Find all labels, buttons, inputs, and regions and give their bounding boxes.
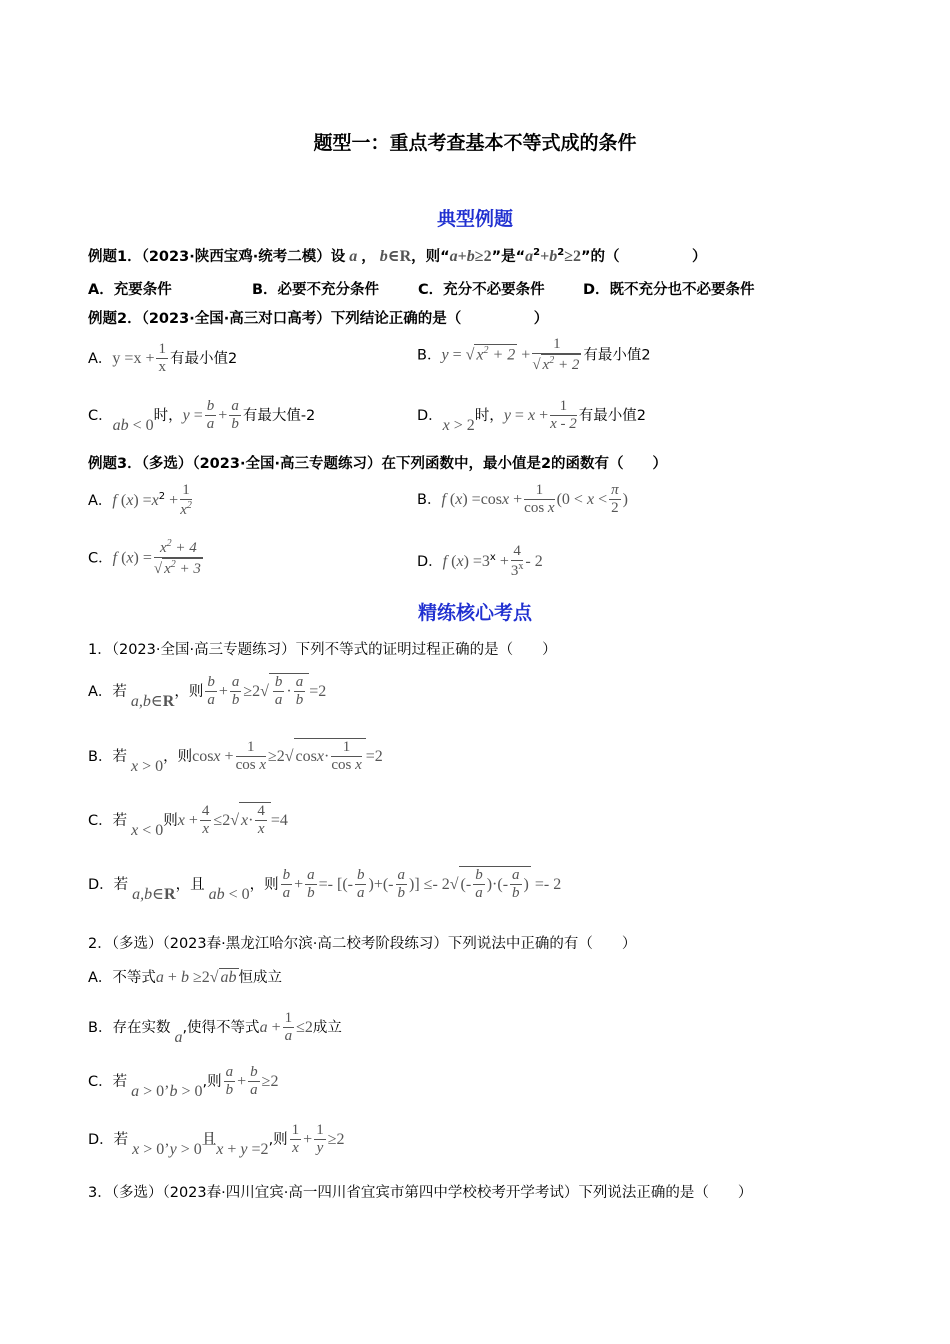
option-c[interactable]: C．充分不必要条件 — [418, 282, 545, 298]
practice-3-question: 3．（多选）（2023春·四川宜宾·高一四川省宜宾市第四中学校校考开学考试）下列说法正确的是（ ） — [88, 1185, 753, 1201]
practice-2-question: 2．（多选）（2023春·黑龙江哈尔滨·高二校考阶段练习）下列说法中正确的有（ ） — [88, 936, 637, 952]
practice-1-option-c[interactable]: C．若 x < 0则x + $\frac{4}{x}$ ≤2√ x· $\frac{4}{x}$ =4 — [88, 803, 288, 839]
example-3-option-a[interactable]: A．f $(x) =x^2$ + $\frac{1}{x^2}$ — [88, 482, 192, 519]
practice-1-option-a[interactable]: A．若 a,b∈R，则 $\frac{b}{a}$ + $\frac{a}{b}$ ≥2√ $\frac{b}{a}$ · $\frac{a}{b}$ =2 — [88, 674, 327, 710]
option-d[interactable]: D．既不充分也不必要条件 — [583, 282, 755, 298]
section-practice: 精练核心考点 — [417, 602, 532, 624]
section-examples: 典型例题 — [436, 208, 513, 230]
example-1-question: 例题1．（2023·陕西宝鸡·统考二模）设 a ， b∈R，则“a+b≥2”是“$a^2+b^2\ge 2$”的（ ） — [88, 247, 707, 265]
example-1-options — [88, 278, 755, 299]
example-2-option-b[interactable]: B．y = √ $x^2 + 2$ + $\frac{1}{√ x^2 + 2}$ 有最小值2 — [417, 336, 651, 374]
practice-2-option-c[interactable]: C．若 a > 0’b > 0,则 $\frac{a}{b}$ + $\frac{b}{a}$ ≥2 — [88, 1064, 279, 1100]
option-b[interactable]: B．必要不充分条件 — [252, 282, 380, 298]
practice-2-option-a[interactable]: A．不等式a + b ≥2√ ab 恒成立 — [88, 969, 283, 986]
example-2-option-c[interactable]: C．ab < 0时，y = $\frac{b}{a}$ + $\frac{a}{b}$ 有最大值-2 — [88, 398, 316, 434]
example-2-option-d[interactable]: D．x > 2时，y = x + $\frac{1}{x - 2}$ 有最小值2 — [417, 398, 646, 434]
practice-2-option-b[interactable]: B．存在实数 a,使得不等式a + $\frac{1}{a}$ ≤2成立 — [88, 1010, 342, 1046]
practice-1-option-b[interactable]: B．若 x > 0，则cosx + $\frac{1}{\text{cos x}}$ ≥2√ cosx· $\frac{1}{\text{cos x}}$ =2 — [88, 739, 383, 775]
example-2-option-a[interactable]: A．y =x + $\frac{1}{x}$ 有最小值2 — [88, 341, 238, 376]
example-3-option-b[interactable]: B．f (x) =cosx + $\frac{1}{\text{cos x}}$ (0 < x < $\frac{\pi}{2}$ ) — [417, 482, 628, 517]
page-title: 题型一：重点考查基本不等式成的条件 — [313, 132, 637, 154]
practice-2-option-d[interactable]: D．若 x > 0’y > 0且x + y =2,则 $\frac{1}{x}$ + $\frac{1}{y}$ ≥2 — [88, 1122, 345, 1158]
practice-1-option-d[interactable]: D．若 a,b∈R，且 ab < 0，则 $\frac{b}{a}$ + $\frac{a}{b}$ =- [(- $\frac{b}{a}$ )+(- $\frac{a}{b}$ )] ≤- 2√ (- $\frac{b}{a}$ )·(- $\frac{a}{b}$ ) =- 2 — [88, 867, 562, 903]
example-2-question: 例题2．（2023·全国·高三对口高考）下列结论正确的是（ ） — [88, 311, 549, 327]
example-3-question: 例题3．（多选）（2023·全国·高三专题练习）在下列函数中，最小值是2的函数有（ ） — [88, 456, 668, 472]
example-3-option-c[interactable]: C．f (x) = $\frac{x^2 + 4}{√ x^2 + 3}$ — [88, 538, 201, 578]
practice-1-question: 1．（2023·全国·高三专题练习）下列不等式的证明过程正确的是（ ） — [88, 642, 557, 658]
option-a[interactable]: A．充要条件 — [88, 282, 172, 298]
example-3-option-d[interactable]: D．f $(x) =3^x$ + $\frac{4}{3^x}$ - 2 — [417, 543, 543, 580]
